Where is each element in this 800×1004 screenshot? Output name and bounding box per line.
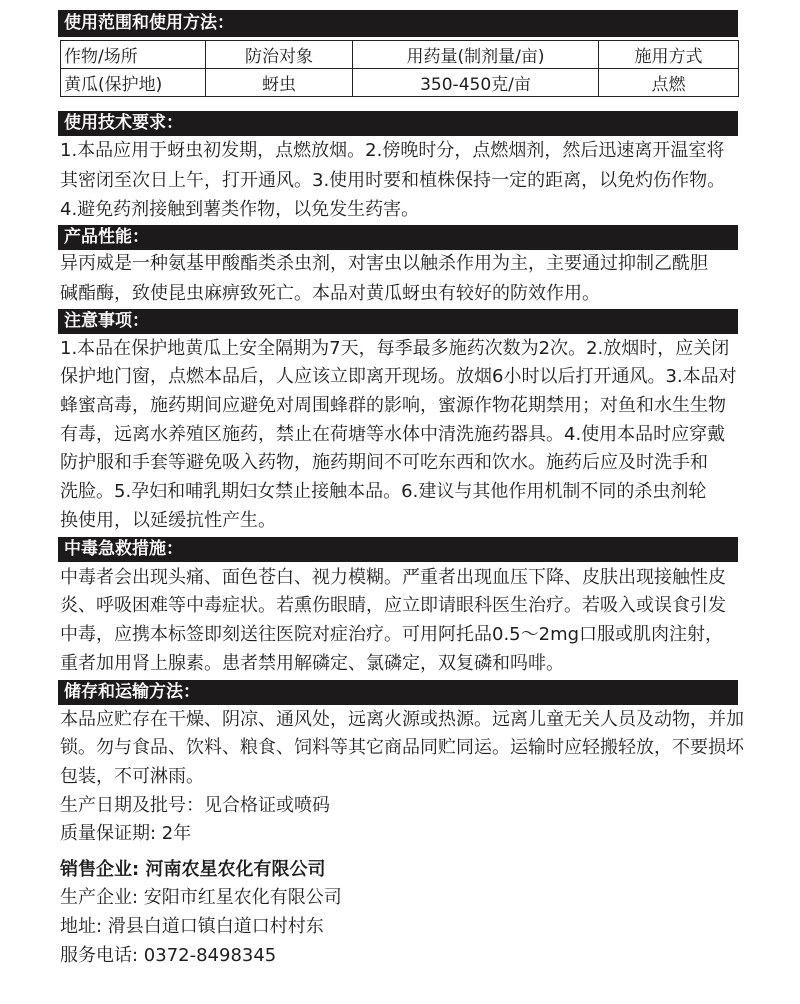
precautions-section-header: 注意事项： bbox=[58, 309, 738, 334]
text-line: 中毒，应携本标签即刻送往医院对症治疗。可用阿托品0.5～2mg口服或肌肉注射， bbox=[60, 623, 724, 645]
table-row bbox=[61, 69, 739, 97]
technical-section-header: 使用技术要求： bbox=[58, 111, 738, 136]
production-date: 生产日期及批号：见合格证或喷码 bbox=[60, 794, 330, 816]
first-aid-text bbox=[60, 564, 780, 679]
text-line: 1.本品在保护地黄瓜上安全隔期为7天，每季最多施药次数为2次。2.放烟时，应关闭 bbox=[60, 337, 730, 359]
column-header-target: 防治对象 bbox=[206, 41, 353, 69]
performance-text bbox=[60, 249, 780, 308]
text-line: 本品应贮存在干燥、阴凉、通风处，远离火源或热源。远离儿童无关人员及动物，并加 bbox=[60, 708, 744, 730]
manufacturer-company: 生产企业: 安阳市红星农化有限公司 bbox=[60, 887, 342, 909]
seller-company: 销售企业: 河南农星农化有限公司 bbox=[60, 858, 326, 880]
cell-dosage: 350-450克/亩 bbox=[353, 69, 599, 97]
technical-text bbox=[60, 136, 780, 225]
cell-method: 点燃 bbox=[599, 69, 739, 97]
text-line: 保护地门窗，点燃本品后，人应该立即离开现场。放烟6小时以后打开通风。3.本品对 bbox=[60, 366, 737, 388]
column-header-method: 施用方式 bbox=[599, 41, 739, 69]
text-line: 防护服和手套等避免吸入药物，施药期间不可吃东西和饮水。施药后应及时洗手和 bbox=[60, 452, 708, 474]
text-line: 包装，不可淋雨。 bbox=[60, 765, 204, 787]
usage-table bbox=[60, 40, 739, 97]
text-line: 中毒者会出现头痛、面色苍白、视力模糊。严重者出现血压下降、皮肤出现接触性皮 bbox=[60, 566, 726, 588]
text-line: 换使用，以延缓抗性产生。 bbox=[60, 509, 276, 531]
text-line: 炎、呼吸困难等中毒症状。若熏伤眼睛，应立即请眼科医生治疗。若吸入或误食引发 bbox=[60, 595, 726, 617]
company-address: 地址: 滑县白道口镇白道口村村东 bbox=[60, 915, 324, 937]
service-phone: 服务电话: 0372-8498345 bbox=[60, 944, 277, 966]
text-line: 异丙威是一种氨基甲酸酯类杀虫剂，对害虫以触杀作用为主，主要通过抑制乙酰胆 bbox=[60, 253, 708, 274]
text-line: 重者加用肾上腺素。患者禁用解磷定、氯磷定，双复磷和吗啡。 bbox=[60, 652, 564, 674]
shelf-life: 质量保证期: 2年 bbox=[60, 823, 192, 845]
cell-target: 蚜虫 bbox=[206, 69, 353, 97]
text-line: 蜂蜜高毒，施药期间应避免对周围蜂群的影响，蜜源作物花期禁用；对鱼和水生生物 bbox=[60, 394, 726, 416]
text-line: 洗脸。5.孕妇和哺乳期妇女禁止接触本品。6.建议与其他作用机制不同的杀虫剂轮 bbox=[60, 481, 707, 503]
text-line: 4.避免药剂接触到薯类作物，以免发生药害。 bbox=[60, 199, 420, 220]
column-header-dosage: 用药量(制剂量/亩) bbox=[353, 41, 599, 69]
cell-crop: 黄瓜(保护地) bbox=[61, 69, 206, 97]
table-header-row bbox=[61, 41, 739, 69]
precautions-text bbox=[60, 335, 780, 536]
storage-section-header: 储存和运输方法： bbox=[58, 680, 738, 705]
text-line: 有毒，远离水养殖区施药，禁止在荷塘等水体中清洗施药器具。4.使用本品时应穿戴 bbox=[60, 423, 726, 445]
text-line: 锁。勿与食品、饮料、粮食、饲料等其它商品同贮同运。运输时应轻搬轻放，不要损坏 bbox=[60, 737, 744, 759]
text-line: 碱酯酶，致使昆虫麻痹致死亡。本品对黄瓜蚜虫有较好的防效作用。 bbox=[60, 282, 600, 304]
text-line: 1.本品应用于蚜虫初发期，点燃放烟。2.傍晚时分，点燃烟剂，然后迅速离开温室将 bbox=[60, 140, 725, 161]
storage-text bbox=[60, 706, 780, 849]
performance-section-header: 产品性能： bbox=[58, 225, 738, 250]
company-info bbox=[60, 856, 780, 971]
column-header-crop: 作物/场所 bbox=[61, 41, 206, 69]
first-aid-section-header: 中毒急救措施： bbox=[58, 537, 738, 562]
text-line: 其密闭至次日上午，打开通风。3.使用时要和植株保持一定的距离，以免灼伤作物。 bbox=[60, 169, 726, 191]
usage-section-header: 使用范围和使用方法： bbox=[58, 10, 738, 37]
